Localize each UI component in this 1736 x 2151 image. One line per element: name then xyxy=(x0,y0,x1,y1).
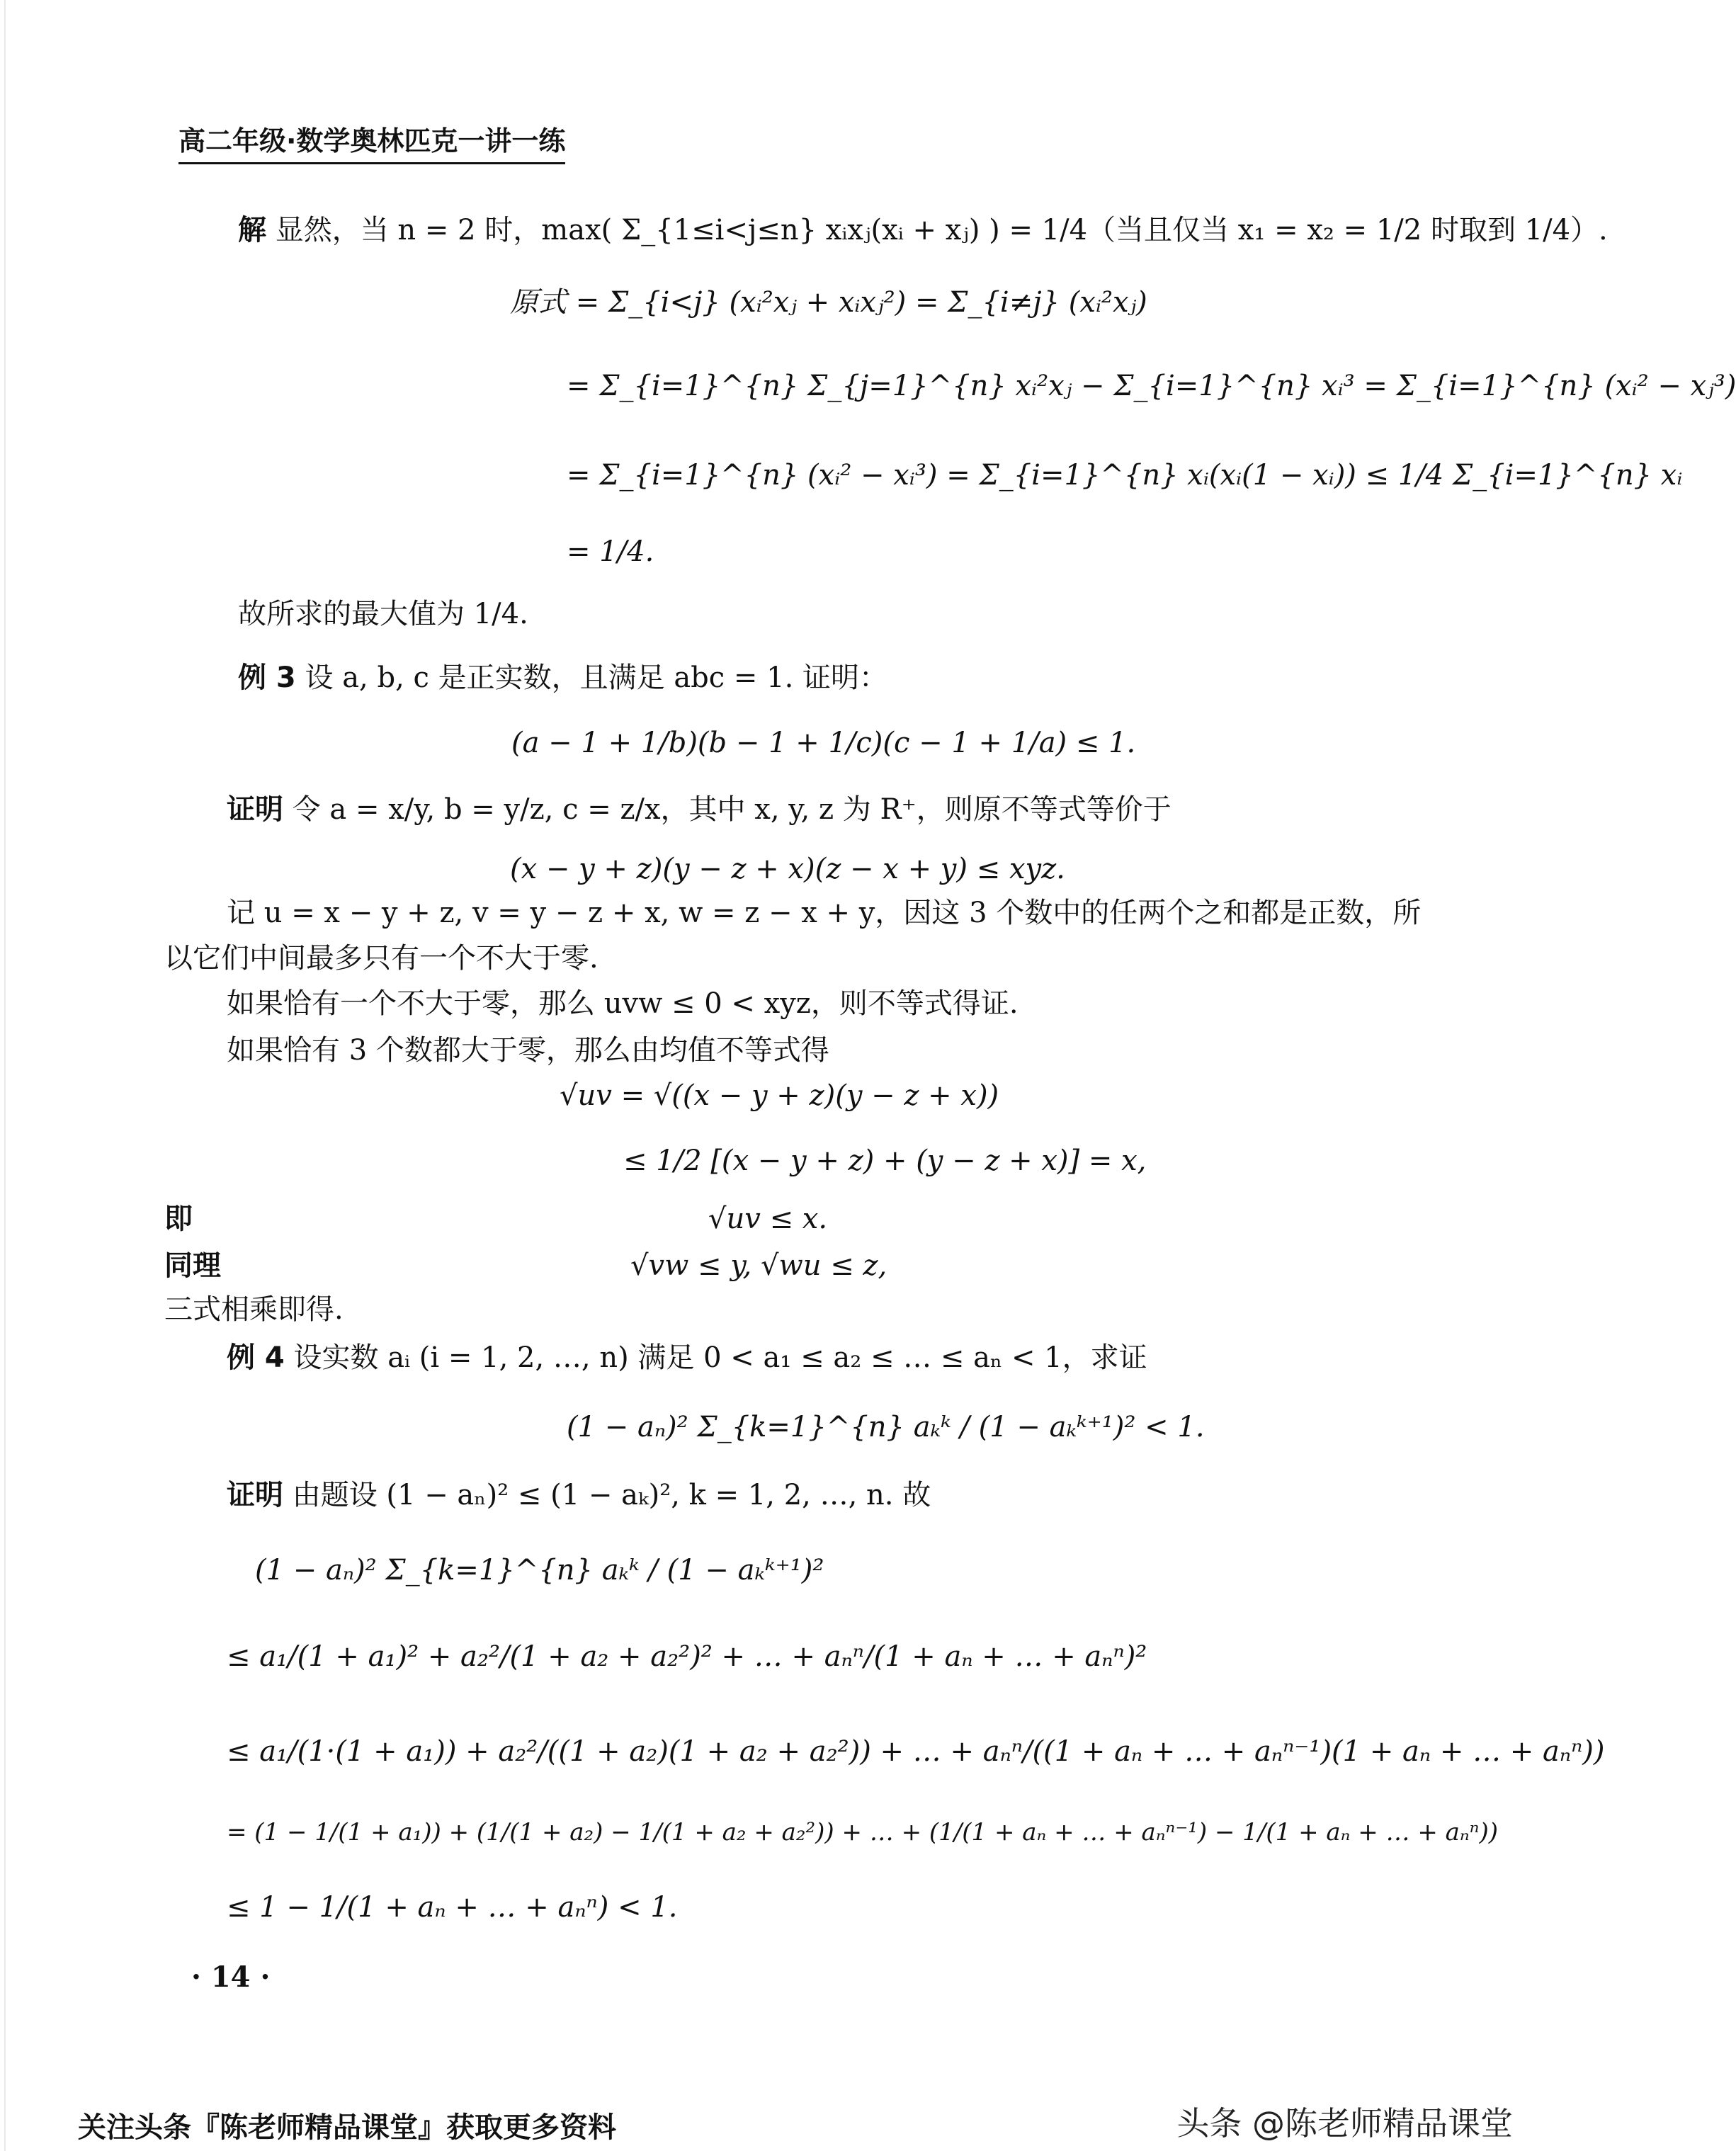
conclusion-line: 故所求的最大值为 1/4. xyxy=(238,598,528,630)
footer-watermark: 头条 @陈老师精品课堂 xyxy=(1176,2104,1513,2143)
proof-3-line-3: 以它们中间最多只有一个不大于零. xyxy=(164,942,598,975)
example-4-statement xyxy=(227,1339,1147,1377)
proof-3-equivalent: (x − y + z)(y − z + x)(z − x + y) ≤ xyz. xyxy=(510,853,1065,885)
solution-line-1 xyxy=(238,211,1608,249)
example-3-text: 设 a, b, c 是正实数，且满足 abc = 1. 证明： xyxy=(295,662,888,694)
ji-label: 即 xyxy=(164,1203,193,1235)
scan-edge xyxy=(4,0,6,2151)
proof-label: 证明 xyxy=(227,793,283,826)
solution-label: 解 xyxy=(238,214,266,246)
proof-3-end: 三式相乘即得. xyxy=(164,1293,344,1326)
running-header: 高二年级·数学奥林匹克一讲一练 xyxy=(178,119,565,164)
example-3-inequality: (a − 1 + 1/b)(b − 1 + 1/c)(c − 1 + 1/a) ≤ 1. xyxy=(511,727,1136,759)
proof-3-line-4: 如果恰有一个不大于零，那么 uvw ≤ 0 < xyz，则不等式得证. xyxy=(227,987,1019,1020)
ji-result: √uv ≤ x. xyxy=(708,1203,828,1235)
derivation-line-2: = Σ_{i=1}^{n} Σ_{j=1}^{n} xᵢ²xⱼ − Σ_{i=1}^{n} xᵢ³ = Σ_{i=1}^{n} (xᵢ² − xⱼ³) xyxy=(567,370,1736,402)
tongli-label: 同理 xyxy=(164,1249,221,1282)
example-4-label: 例 4 xyxy=(227,1341,285,1374)
example-3-statement xyxy=(238,659,887,697)
proof-4-step-1: ≤ a₁/(1 + a₁)² + a₂²/(1 + a₂ + a₂²)² + … + aₙⁿ/(1 + aₙ + … + aₙⁿ)² xyxy=(227,1640,1147,1673)
proof-3-line-2: 记 u = x − y + z, v = y − z + x, w = z − x + y，因这 3 个数中的任两个之和都是正数，所 xyxy=(227,897,1422,929)
derivation-line-4: = 1/4. xyxy=(567,535,654,568)
example-4-inequality: (1 − aₙ)² Σ_{k=1}^{n} aₖᵏ / (1 − aₖᵏ⁺¹)² < 1. xyxy=(567,1411,1205,1443)
amgm-line-2: ≤ 1/2 [(x − y + z) + (y − z + x)] = x, xyxy=(623,1145,1147,1177)
proof-4-step-2: ≤ a₁/(1·(1 + a₁)) + a₂²/((1 + a₂)(1 + a₂ + a₂²)) + … + aₙⁿ/((1 + aₙ + … + aₙⁿ⁻¹)(1 + aₙ + … + aₙⁿ)) xyxy=(227,1735,1605,1768)
proof-4-line-1 xyxy=(227,1476,931,1514)
proof-4-text: 由题设 (1 − aₙ)² ≤ (1 − aₖ)², k = 1, 2, …, n. 故 xyxy=(283,1479,931,1511)
proof-4-label: 证明 xyxy=(227,1479,283,1511)
proof-4-expr: (1 − aₙ)² Σ_{k=1}^{n} aₖᵏ / (1 − aₖᵏ⁺¹)² xyxy=(255,1554,824,1587)
example-4-text: 设实数 aᵢ (i = 1, 2, …, n) 满足 0 < a₁ ≤ a₂ ≤ … ≤ aₙ < 1，求证 xyxy=(284,1341,1147,1374)
footer-promo: 关注头条『陈老师精品课堂』获取更多资料 xyxy=(78,2111,616,2144)
tongli-result: √vw ≤ y, √wu ≤ z, xyxy=(630,1249,887,1282)
proof-3-line-5: 如果恰有 3 个数都大于零，那么由均值不等式得 xyxy=(227,1034,829,1067)
proof-3-line-1 xyxy=(227,790,1171,829)
proof-3-text: 令 a = x/y, b = y/z, c = z/x，其中 x, y, z 为 R⁺，则原不等式等价于 xyxy=(283,793,1171,826)
proof-4-step-4: ≤ 1 − 1/(1 + aₙ + … + aₙⁿ) < 1. xyxy=(227,1891,678,1924)
derivation-line-3: = Σ_{i=1}^{n} (xᵢ² − xᵢ³) = Σ_{i=1}^{n} xᵢ(xᵢ(1 − xᵢ)) ≤ 1/4 Σ_{i=1}^{n} xᵢ xyxy=(567,459,1683,492)
solution-text: 显然，当 n = 2 时，max( Σ_{1≤i<j≤n} xᵢxⱼ(xᵢ + xⱼ) ) = 1/4（当且仅当 x₁ = x₂ = 1/2 时取到 1/4）. xyxy=(266,214,1608,246)
example-3-label: 例 3 xyxy=(238,662,296,694)
amgm-line-1: √uv = √((x − y + z)(y − z + x)) xyxy=(560,1079,999,1112)
proof-4-step-3: = (1 − 1/(1 + a₁)) + (1/(1 + a₂) − 1/(1 + a₂ + a₂²)) + … + (1/(1 + aₙ + … + aₙⁿ⁻¹) − 1/(1 + aₙ + … + aₙⁿ)) xyxy=(227,1818,1498,1846)
page-number: · 14 · xyxy=(191,1960,271,1994)
derivation-line-1: 原式 = Σ_{i<j} (xᵢ²xⱼ + xᵢxⱼ²) = Σ_{i≠j} (xᵢ²xⱼ) xyxy=(510,286,1147,319)
